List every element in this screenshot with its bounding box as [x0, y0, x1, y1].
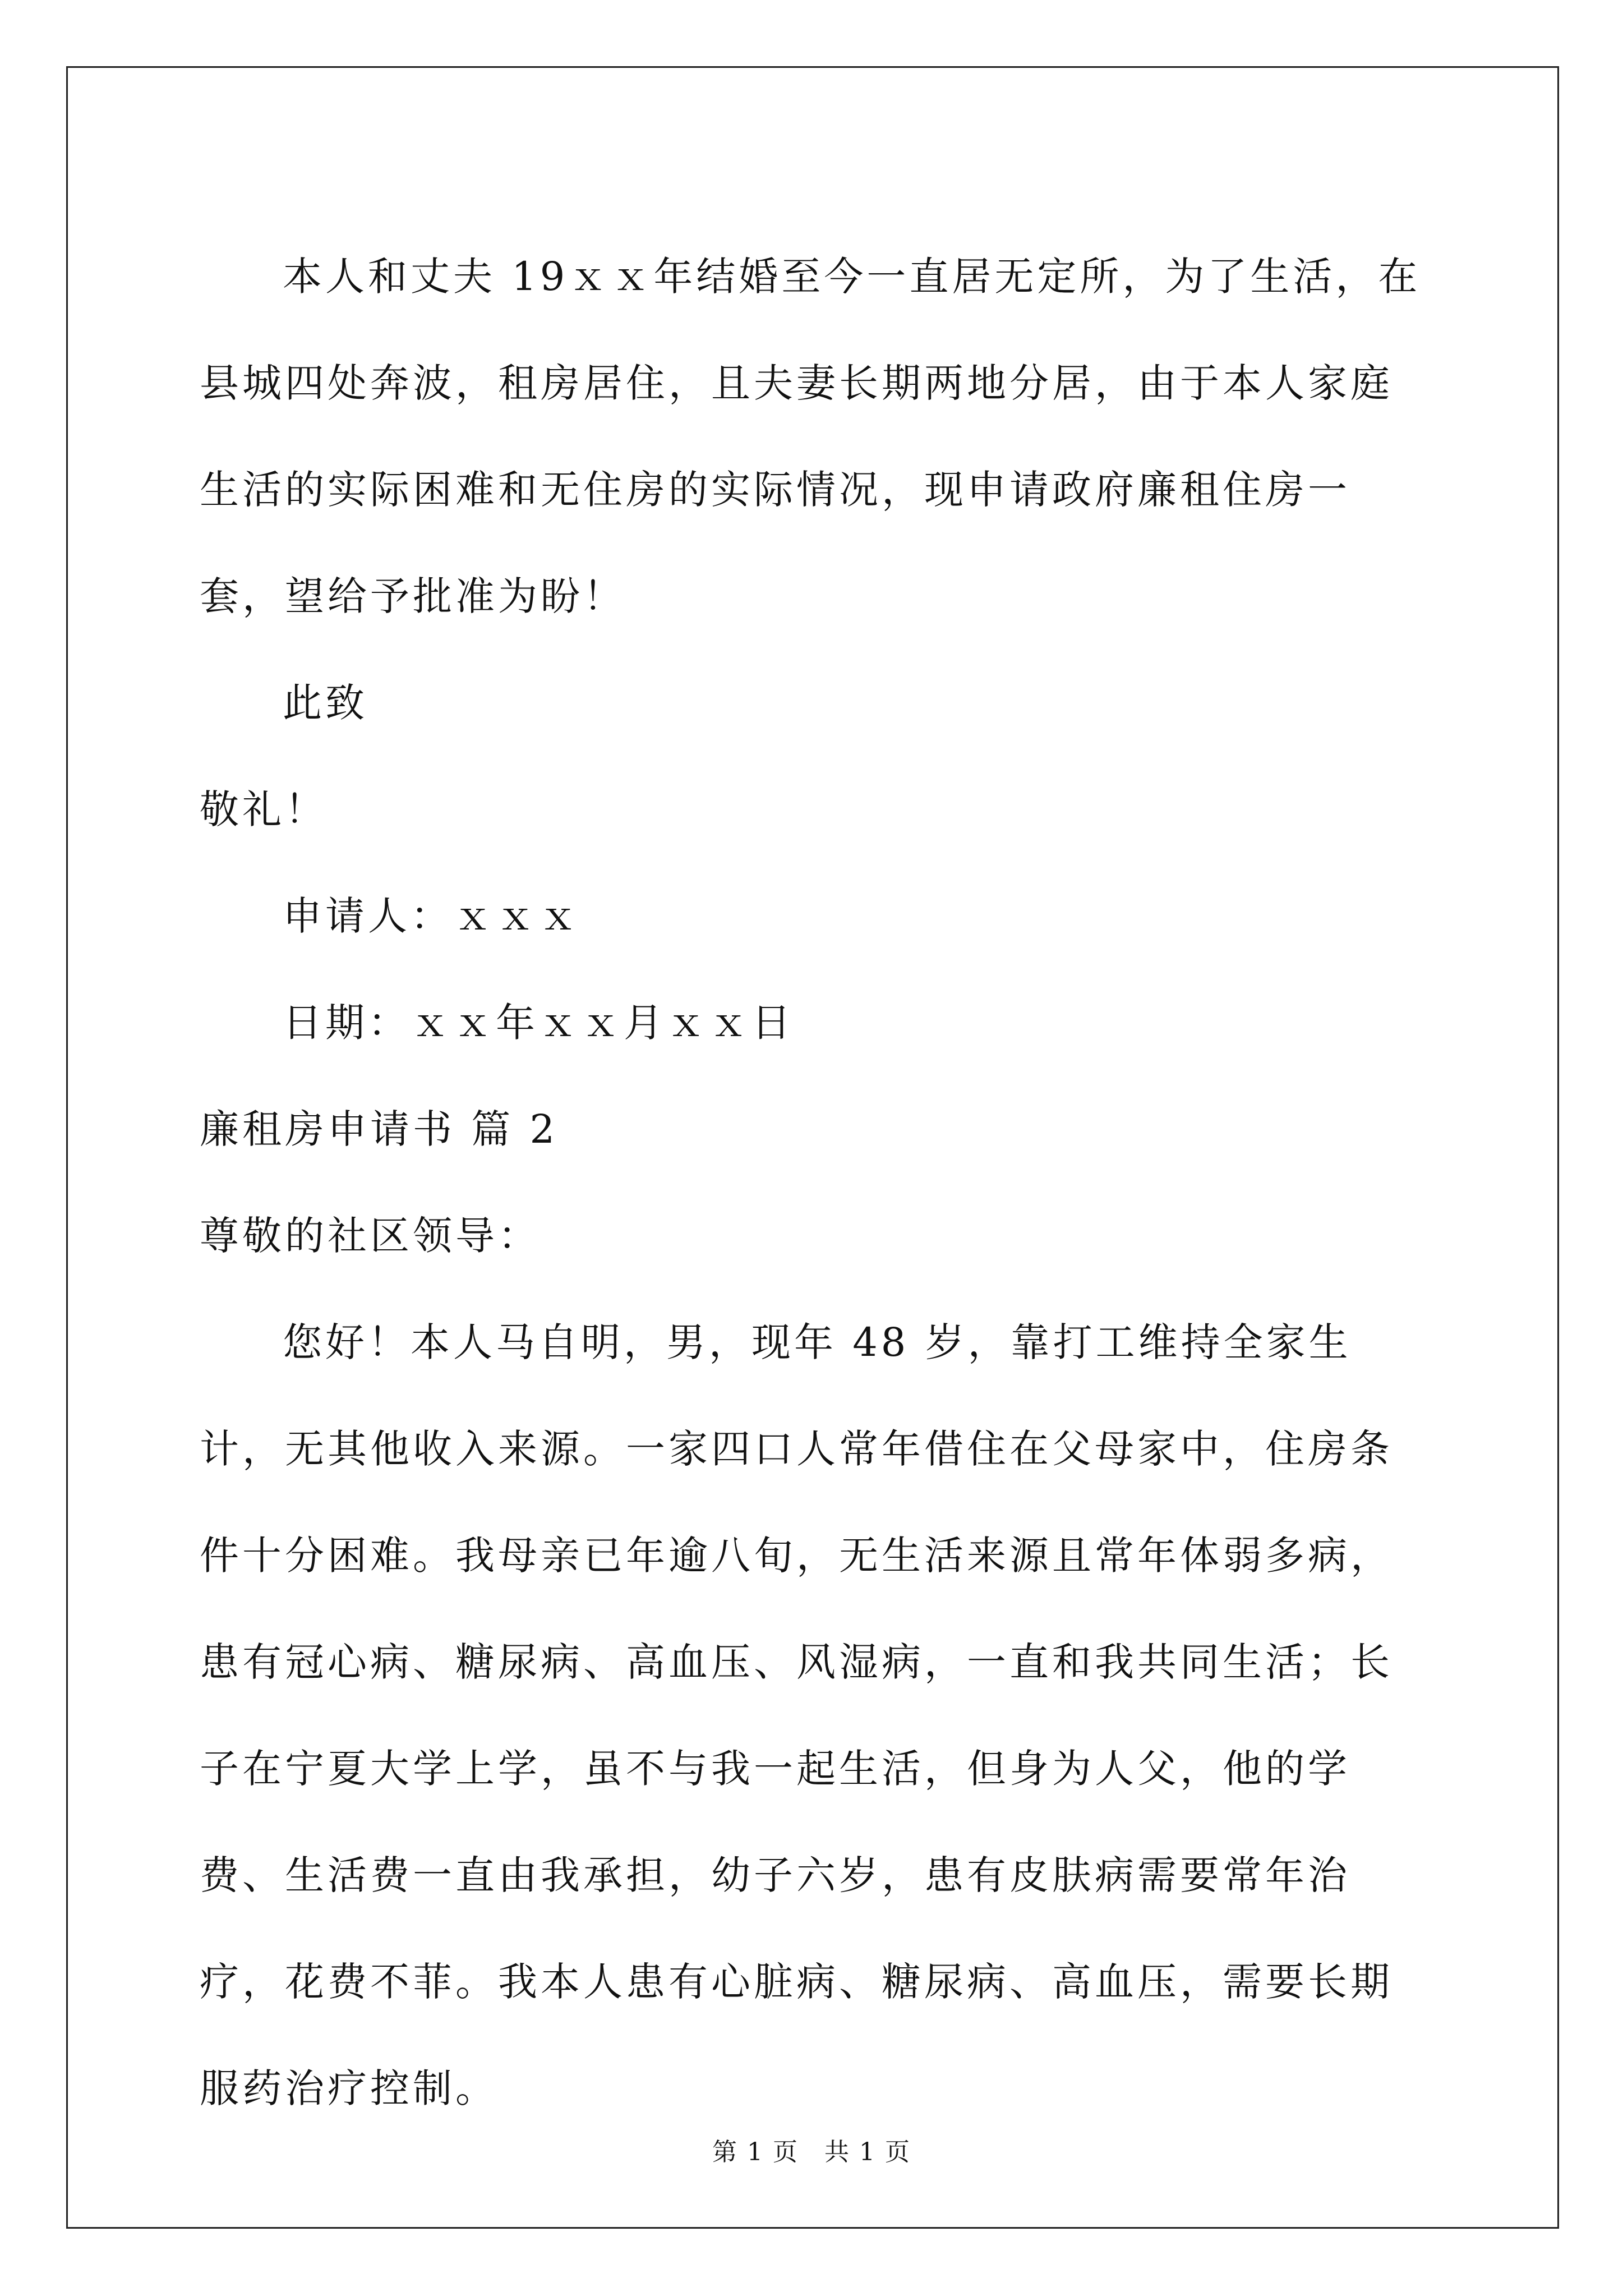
paragraph-body: 您好！本人马自明，男，现年 48 岁，靠打工维持全家生计，无其他收入来源。一家四口人常年借住在父母家中，住房条件十分困难。我母亲已年逾八旬，无生活来源且常年体弱多病，患有冠心病、糖尿病、高血压、风湿病，一直和我共同生活；长子在宁夏大学上学，虽不与我一起生活，但身为人父，他的学费、生活费一直由我承担，幼子六岁，患有皮肤病需要常年治疗，花费不菲。我本人患有心脏病、糖尿病、高血压，需要长期服药治疗控制。 — [200, 1319, 1393, 2111]
page-footer: 第 1 页 共 1 页 — [712, 2138, 911, 2166]
paragraph-date: 日期：ｘｘ年ｘｘ月ｘｘ日 — [283, 1000, 794, 1046]
paragraph-applicant: 申请人：ｘｘｘ — [283, 893, 581, 939]
paragraph-greeting: 尊敬的社区领导： — [200, 1213, 541, 1259]
document-body — [200, 223, 1433, 2142]
paragraph-application-reason: 本人和丈夫 19ｘｘ年结婚至今一直居无定所，为了生活，在县城四处奔波，租房居住，且夫妻长期两地分居，由于本人家庭生活的实际困难和无住房的实际情况，现申请政府廉租住房一套，望给予批准为盼！ — [200, 254, 1421, 619]
paragraph-closing-salutation: 此致 — [283, 680, 368, 726]
paragraph-regards: 敬礼！ — [200, 786, 328, 832]
section-heading: 廉租房申请书 篇 2 — [200, 1106, 559, 1152]
